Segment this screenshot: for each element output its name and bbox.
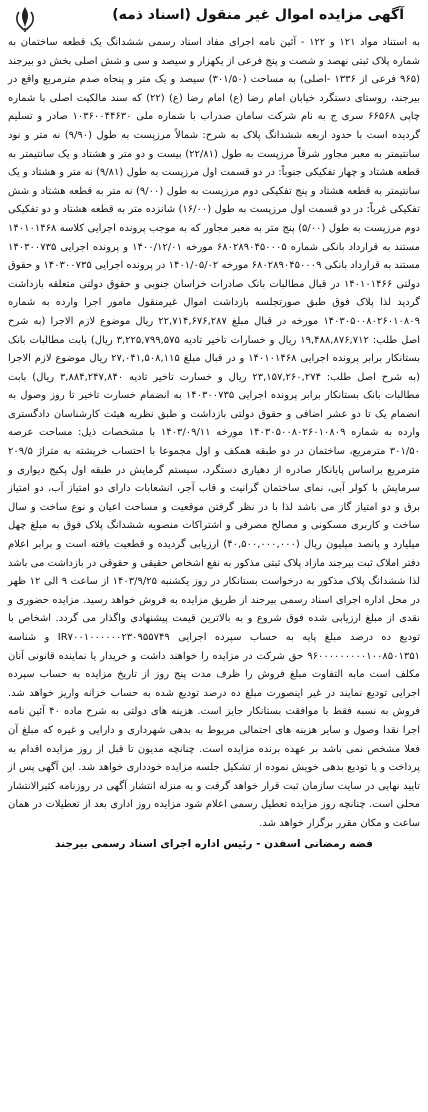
- iran-emblem-icon: [10, 4, 40, 34]
- notice-body: به استناد مواد ۱۲۱ و ۱۲۲ - آئین نامه اجرای مفاد اسناد رسمی ششدانگ یک قطعه ساختمان به شماره پلاک ثبتی نهصد و شصت و پنج فرعی از یکهزار و سیصد و سی و شش اصلی بخش دو بیرجند (۹۶۵ فرعی از ۱۳۳۶ -اصلی) به مساحت (۳۰۱/۵۰) سیصد و یک متر و پنجاه صدم مترمربع واقع در بیرجند، روستای دستگرد خیابان امام رضا (ع) امام رضا (ع) (۲۲) که سند مالکیت اصلی با شماره چاپی ۶۶۵۶۸ سری ج به نام شرکت سامان صدراب با شماره ملی ۱۰۳۶۰۰۴۴۶۳۰ صادر و تسلیم گردیده است با حدود اربعه ششدانگ پلاک به شرح: شمالاً مرزپست به طول (۹/۹۰) نه متر و نود سانتیمتر به معبر مجاور شرقاً مرزپست به طول (۲۲/۸۱) بیست و دو متر و هشتاد و یک سانتیمتر به قطعه هشتاد و چهار تفکیکی جنوباً: در دو قسمت اول مرزپست به طول (۹/۸۱) نه متر و هشتاد و یک سانتیمتر به قطعه هشتاد و پنج تفکیکی دوم مرزپست به طول (۹/۰۰) نه متر به قطعه هشتاد و شش تفکیکی غرباً: در دو قسمت اول مرزپست به طول (۱۶/۰۰) شانزده متر به قطعه هشتاد و دو تفکیکی دوم مرزپست به طول (۵/۰۰) پنج متر به معبر مجاور که به موجب پرونده اجرایی کلاسه ۱۴۰۱۰۱۴۶۸ مستند به قرارداد بانکی شماره ۶۸۰۲۸۹۰۴۵۰۰۰۵ مورخه ۱۴۰۰/۱۲/۰۱ و پرونده اجرایی ۱۴۰۳۰۰۷۳۵ مستند به قرارداد بانکی ۶۸۰۲۸۹۰۴۵۰۰۰۹ مورخه ۱۴۰۱/۰۵/۰۲ در پرونده اجرایی ۱۴۰۳۰۰۷۳۵ و حقوق دولتی ۱۴۰۱۰۱۴۶۶ در قبال مطالبات بانک صادرات خراسان جنوبی و حقوق دولتی متعلقه بازداشت گردید لذا پلاک فوق طبق صورتجلسه بازداشت اموال غیرمنقول مامور اجرا وارده به شماره ۱۴۰۳۰۵۰۰۸۰۲۶۰۱۰۸۰۹ مورخه در قبال مبلغ ۲۲,۷۱۴,۶۷۶,۲۸۷ ریال موضوع لازم الاجرا (به شرح اصل طلب: ۱۹,۴۸۸,۸۷۶,۷۱۲ ریال و خسارات تاخیر تادیه ۳,۲۲۵,۷۹۹,۵۷۵ ریال) بابت مطالبات بانک بستانکار برابر پرونده اجرایی ۱۴۰۱۰۱۴۶۸ و در قبال مبلغ ۲۷,۰۴۱,۵۰۸,۱۱۵ ریال موضوع لازم الاجرا (به شرح اصل طلب: ۲۳,۱۵۷,۲۶۰,۲۷۴ ریال و خسارت تاخیر تادیه ۳,۸۸۴,۲۴۷,۸۴۰ ریال) بابت مطالبات بانک بستانکار برابر پرونده اجرایی ۱۴۰۳۰۰۷۳۵ به انضمام خسارت تاخیر تا روز وصول به انضمام یک تا دو عشر اضافی و حقوق دولتی بازداشت و طبق نظریه هیئت کارشناسان دادگستری وارده به شماره ۱۴۰۳۰۵۰۰۸۰۲۶۰۱۰۸۰۹ مورخه ۱۴۰۳/۰۹/۱۱ با مشخصات ذیل: مساحت عرصه ۳۰۱/۵۰ مترمربع، ساختمان در دو طبقه همکف و اول مجموعا با احتساب خرپشته به متراژ ۲۰۹/۵ مترمربع براساس پایانکار صادره از دهیاری دستگرد، سیستم گرمایش در طبقه اول پکیج دیواری و سرمایش با کولر آبی، نمای ساختمان گرانیت و قاب آجر، انشعابات دارای دو امتیاز آب، دو امتیاز برق و دو امتیاز گاز می باشد لذا با در نظر گرفتن موقعیت و مساحت اعیان و نوع ساخت و سال ساخت و کاربری مسکونی و مصالح مصرفی و اشتراکات منصوبه ششدانگ پلاک فوق به مبلغ چهل میلیارد و پانصد میلیون ریال (۴۰,۵۰۰,۰۰۰,۰۰۰) ارزیابی گردیده و قطعیت یافته است و برابر اعلام دفتر املاک ثبت بیرجند مازاد پلاک ثبتی مذکور به نفع اشخاص حقیقی و حقوقی در بازداشت می باشد لذا ششدانگ پلاک مذکور به درخواست بستانکار در روز یکشنبه ۱۴۰۳/۹/۲۵ از ساعت ۹ الی ۱۲ ظهر در محل اداره اجرای اسناد رسمی بیرجند از طریق مزایده به فروش خواهد رسید. مزایده حضوری و نقدی از مبلغ ارزیابی شده فوق شروع و به بالاترین قیمت پیشنهادی واگذار می گردد. اشخاص با تودیع ده درصد مبلغ پایه به حساب سپرده اجرایی IR۷۰۰۱۰۰۰۰۰۰۲۳۰۹۵۵۷۴۹ و شناسه ۹۶۰۰۰۰۰۰۰۰۰۱۰۰۸۵۰۱۳۵۱ حق شرکت در مزایده را خواهند داشت و خریدار یا نماینده قانونی آنان مکلف است مابه التفاوت مبلغ فروش را ظرف مدت پنج روز از تاریخ مزایده به حساب سپرده اجرایی تودیع نمایند در غیر اینصورت مبلغ ده درصد تودیع شده به حساب خزانه واریز خواهد شد. فروش به نسبه فقط با موافقت بستانکار جایز است. هزینه های دولتی به شرح ماده ۴۰ آئین نامه اجرا نقدا وصول و سایر هزینه های احتمالی مربوط به بدهی شهرداری و دارایی و غیره که مبلغ آن فعلا مشخص نمی باشد بر عهده برنده مزایده است. چنانچه مدیون تا قبل از روز مزایده اقدام به پرداخت و یا تودیع بدهی خویش نموده از تشکیل جلسه مزایده خودداری خواهد شد. این آگهی پس از تایید نهایی در سایت سازمان ثبت قرار خواهد گرفت و به منزله انتشار آگهی در روزنامه کثیرالانتشار محلی است. چنانچه روز مزایده تعطیل رسمی اعلام شود مزایده روز اداری بعد از تعطیلات در همان ساعت و مکان مقرر برگزار خواهد شد.: [8, 37, 421, 829]
- notice-signature: فضه رمضانی اسفدن - رئیس اداره اجرای اسناد رسمی بیرجند: [55, 837, 373, 850]
- notice-title: آگهی مزایده اموال غیر منقول (اسناد ذمه): [112, 7, 404, 23]
- auction-notice: [6, 4, 422, 850]
- notice-header: [6, 4, 422, 34]
